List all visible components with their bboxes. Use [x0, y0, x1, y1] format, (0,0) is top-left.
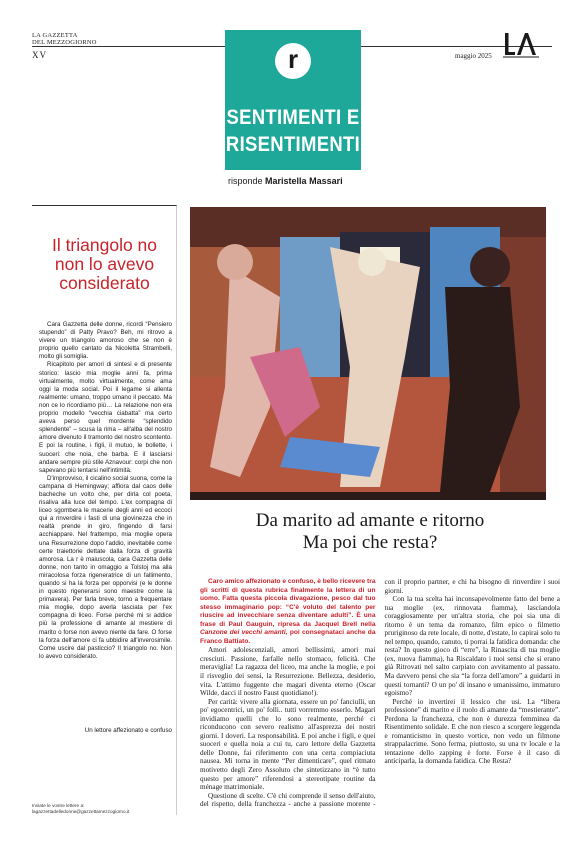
letter-paragraph: Cara Gazzetta delle donne, ricordi “Pensiero stupendo” di Patty Pravo? Beh, mi ritrovo a vivere un triangolo amoroso che se non è proprio quello cantato da Nicoletta Strambelli, molto gli somiglia. — [39, 321, 172, 361]
reply-headline — [195, 510, 545, 554]
reply-lead — [200, 578, 376, 646]
la-logo-icon — [503, 32, 539, 58]
reply-headline-line1: Da marito ad amante e ritorno — [255, 510, 485, 531]
letter-headline — [32, 236, 177, 293]
masthead-line2: DEL MEZZOGIORNO — [32, 39, 97, 46]
letter-headline-line1: Il triangolo no — [51, 235, 158, 255]
page-number: XV — [32, 50, 47, 60]
reply-headline-line2: Ma poi che resta? — [302, 532, 438, 553]
reply-lead-part1: Caro amico affezionato e confuso, è bello ricevere tra gli scritti di questa rubrica finalmente la lettera di un uomo. Fatta questa piccola divagazione, pesco dal tuo stesso immaginario pop: “C'è voluto del talento per riuscire ad invecchiare senza diventare adulti”. È una frase di Paul Gauguin, ripresa da Jacquel Brell nella — [200, 578, 376, 628]
letter-body — [39, 321, 172, 661]
section-title-line2: RISENTIMENTI — [225, 131, 361, 156]
masthead — [32, 32, 97, 46]
section-banner — [225, 30, 361, 170]
reply-body — [200, 578, 560, 823]
reply-paragraph: Per carità: vivere alla giornata, essere un po' fanciulli, un po' egocentrici, un po' folli.. tutti vorremmo esserlo. Magari invidiamo quelli che lo sono realmente, perché ci riconducono con severo realismo all'asprezza dei nostri giorni. I doveri. La responsabilità. E poi anche i figli, e quei suoceri e quella noia a cui tu, caro lettore della Gazzetta delle Donne, fai riferimento con una certa compiaciuta nausea. Mi torna in mente “Per dimenticare”, quel ritmato motivetto degli Zero Assoluto che sintetizzano in “è tutto questo per amore” riferendosi a stereotipate routine da ménage matrimoniale. — [200, 697, 376, 792]
letter-headline-line2: non lo avevo — [54, 254, 155, 274]
reply-paragraph: Perché io invertirei il lessico che usi. La “libera professione” di marito e il ruolo di amante da “mestierante”. Perdona la franchezza, che non è durezza femminea da Risentimento solidale. E che non riesco a scorgere leggenda e romanticismo in questo vortice, non vedo un filmone strappalacrime. Sono ferma, piuttosto, su una tv locale e la tentazione dello zapping è forte. Forse è il caso di anticiparla, la domanda fatidica. Che Resta? — [384, 697, 560, 766]
section-logo-icon: r — [275, 43, 311, 79]
reply-paragraph: Amori adolescenziali, amori bellissimi, amori mai cresciuti. Passione, farfalle nello stomaco, felicità. Che meraviglia! La ragazza del liceo, ma anche la moglie, e poi il risveglio dei sensi, la Resurrezione. Bellezza, desiderio, vita. L'attimo fuggente che magari diventa eterno (Oscar Wilde, dacci il nostro Faust quotidiano!). — [200, 646, 376, 698]
letter-signature: Un lettore affezionato e confuso — [84, 727, 172, 734]
reply-lead-italic: Canzone dei vecchi amanti, — [200, 629, 288, 637]
issue-date: maggio 2025 — [455, 52, 492, 60]
letter-footer — [32, 803, 177, 815]
footer-line1: Inviate le vostre lettere a: — [32, 803, 85, 808]
byline-name: Maristella Massari — [265, 176, 343, 186]
letter-headline-line3: considerato — [59, 273, 150, 293]
masthead-line1: LA GAZZETTA — [32, 32, 78, 39]
painting-three-dancers-icon — [190, 207, 546, 500]
byline — [228, 176, 343, 186]
byline-prefix: risponde — [228, 176, 263, 186]
letter-paragraph: D'improvviso, il cicalino social suona, come la campana di Hemingway; affiora dal caos delle bacheche un volto che, per dirla col poeta, risaliva alla luce del tempo. L'ex compagna di liceo sgombera le macerie degli anni ed eccoci qui a rinverdire i fasti di una giovinezza che in realtà prende in giro, fingendo di farsi acchiappare. Nel frattempo, mia moglie opera una Resurrezione dopo l'addio, inevitabile come certe traiettorie dettate dalla forza di gravità amorosa. La r è maiuscola, cara Gazzetta delle donne, non tanto in omaggio a Tolstoj ma alla miracolosa forza rigeneratrice di un fallimento, quando si ha la forza per opporvisi (e le donne in questo rigenerarsi sono maestre come la primavera). Per farla breve, torno a frequentare mia moglie, dopo averla lasciata per l'ex compagna di liceo. Forse perché mi si addice più la professione di amante al mestiere di marito o forse non avevo niente da fare. O forse la forza dell'amore ci fa ubbidire all'inverosimile. Come uscire dal pasticcio? Il triangolo no. Non lo avevo considerato. — [39, 474, 172, 660]
letter-paragraph: Ricapitolo per amori di sintesi e di presente storico: lascio mia moglie anni fa, prima virtualmente, molto virtualmente, come ama oggi la moda social. Poi il legame si allenta realmente: umano, troppo umano il peccato. Ma non ce lo ricordiamo più… La relazione non era proprio modello “vecchia ciabatta” ma certo aveva perso quel mordente “splendido splendente” – scusa la rima – all'alba del nostro amore divenuto il tramonto del nostro scontento. E poi la routine, i figli, il mutuo, le bollette, i suoceri: che noia, che barba. E il lasciarsi andare sempre più stile Aznavour: corpi che non sapevano più tentarsi nell'intimità. — [39, 361, 172, 474]
reply-paragraph: Questione di scelte. C'è chi comprende il senso dell'aiuto, del rispetto, della franchezza - anche a passione morente - con il proprio partner, e chi ha bisogno di rinverdire i suoi giorni. — [200, 578, 560, 809]
section-title-line1: SENTIMENTI E — [226, 104, 360, 129]
reply-lead-part2: poi consegnataci anche da Franco Battiato. — [200, 629, 376, 645]
footer-email[interactable]: lagazzettadelledonne@gazzettamezzogiorno.it — [32, 809, 130, 814]
reply-paragraph: Con la tua scelta hai inconsapevolmente fatto del bene a tua moglie (ex, rinnovata fiamma), lasciandola coraggiosamente per un'altra storia, che poi sia una di ritorno è un tema da romanzo, film epico o filmetto pruriginoso da rete locale, di notte, d'estate, lo capirai solo tu nel tempo, quando, canuto, ti porrai la fatidica domanda: che resta? In questo gioco di “erre”, la Rinascita di tua moglie (ex, nuova fiamma), ha Riscaldato i tuoi sensi che si erano già Ritrovati nel salto carpiato con avvitamento al passato. Ma davvero pensi che sia “la forza dell'amore” a guidarti in questi tornanti? O un po' di insano e umanissimo, immaturo egoismo? — [384, 595, 560, 698]
reader-letter — [32, 205, 177, 815]
